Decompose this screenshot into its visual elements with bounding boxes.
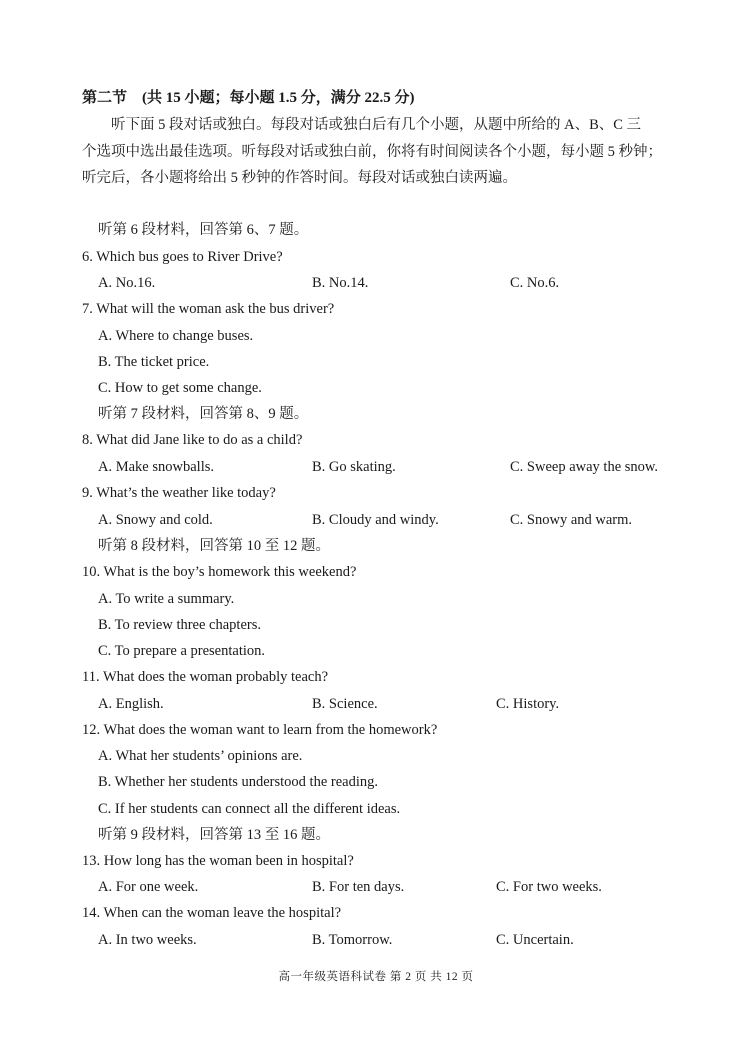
question-13-option-b: B. For ten days.	[312, 879, 405, 895]
question-7-option-a: A. Where to change buses.	[98, 328, 254, 344]
question-14-option-a: A. In two weeks.	[98, 932, 197, 948]
question-12-option-a: A. What her students’ opinions are.	[98, 748, 303, 764]
page-footer: 高一年级英语科试卷 第 2 页 共 12 页	[278, 971, 474, 983]
question-10-option-c: C. To prepare a presentation.	[98, 643, 266, 659]
question-7-option-b: B. The ticket price.	[98, 354, 210, 370]
question-6-option-c: C. No.6.	[510, 275, 560, 291]
question-8-option-b: B. Go skating.	[312, 459, 396, 475]
question-10-option-b: B. To review three chapters.	[98, 617, 261, 633]
question-11-option-b: B. Science.	[312, 696, 378, 712]
question-6-stem: 6. Which bus goes to River Drive?	[82, 249, 283, 265]
question-11-option-a: A. English.	[98, 696, 164, 712]
question-11-stem: 11. What does the woman probably teach?	[82, 669, 329, 685]
question-13-stem: 13. How long has the woman been in hospital?	[82, 853, 354, 869]
question-14-option-b: B. Tomorrow.	[312, 932, 393, 948]
question-9-option-a: A. Snowy and cold.	[98, 512, 213, 528]
question-7-stem: 7. What will the woman ask the bus driver?	[82, 301, 335, 317]
question-8-stem: 8. What did Jane like to do as a child?	[82, 432, 303, 448]
question-12-stem: 12. What does the woman want to learn from the homework?	[82, 722, 438, 738]
question-11-option-c: C. History.	[496, 696, 560, 712]
question-12-option-b: B. Whether her students understood the reading.	[98, 774, 378, 790]
question-7-option-c: C. How to get some change.	[98, 380, 262, 396]
instruction-line-3: 听完后，各小题将给出 5 秒钟的作答时间。每段对话或独白读两遍。	[82, 170, 517, 186]
section-8-prompt: 听第 8 段材料，回答第 10 至 12 题。	[98, 538, 330, 554]
section-7-prompt: 听第 7 段材料，回答第 8、9 题。	[98, 406, 309, 422]
question-13-option-a: A. For one week.	[98, 879, 199, 895]
question-10-stem: 10. What is the boy’s homework this weekend?	[82, 564, 357, 580]
section-heading: 第二节 (共 15 小题；每小题 1.5 分，满分 22.5 分)	[82, 90, 415, 106]
question-9-option-b: B. Cloudy and windy.	[312, 512, 439, 528]
question-14-stem: 14. When can the woman leave the hospital?	[82, 905, 342, 921]
question-9-option-c: C. Snowy and warm.	[510, 512, 633, 528]
question-6-option-b: B. No.14.	[312, 275, 369, 291]
question-6-option-a: A. No.16.	[98, 275, 156, 291]
question-8-option-c: C. Sweep away the snow.	[510, 459, 659, 475]
section-9-prompt: 听第 9 段材料，回答第 13 至 16 题。	[98, 827, 330, 843]
question-10-option-a: A. To write a summary.	[98, 591, 235, 607]
question-9-stem: 9. What’s the weather like today?	[82, 485, 276, 501]
section-6-prompt: 听第 6 段材料，回答第 6、7 题。	[98, 222, 309, 238]
question-14-option-c: C. Uncertain.	[496, 932, 574, 948]
question-8-option-a: A. Make snowballs.	[98, 459, 214, 475]
instruction-line-2: 个选项中选出最佳选项。听每段对话或独白前，你将有时间阅读各个小题，每小题 5 秒钟；	[82, 144, 662, 160]
question-13-option-c: C. For two weeks.	[496, 879, 602, 895]
question-12-option-c: C. If her students can connect all the different ideas.	[98, 801, 401, 817]
instruction-line-1: 听下面 5 段对话或独白。每段对话或独白后有几个小题，从题中所给的 A、B、C 三	[82, 117, 642, 133]
